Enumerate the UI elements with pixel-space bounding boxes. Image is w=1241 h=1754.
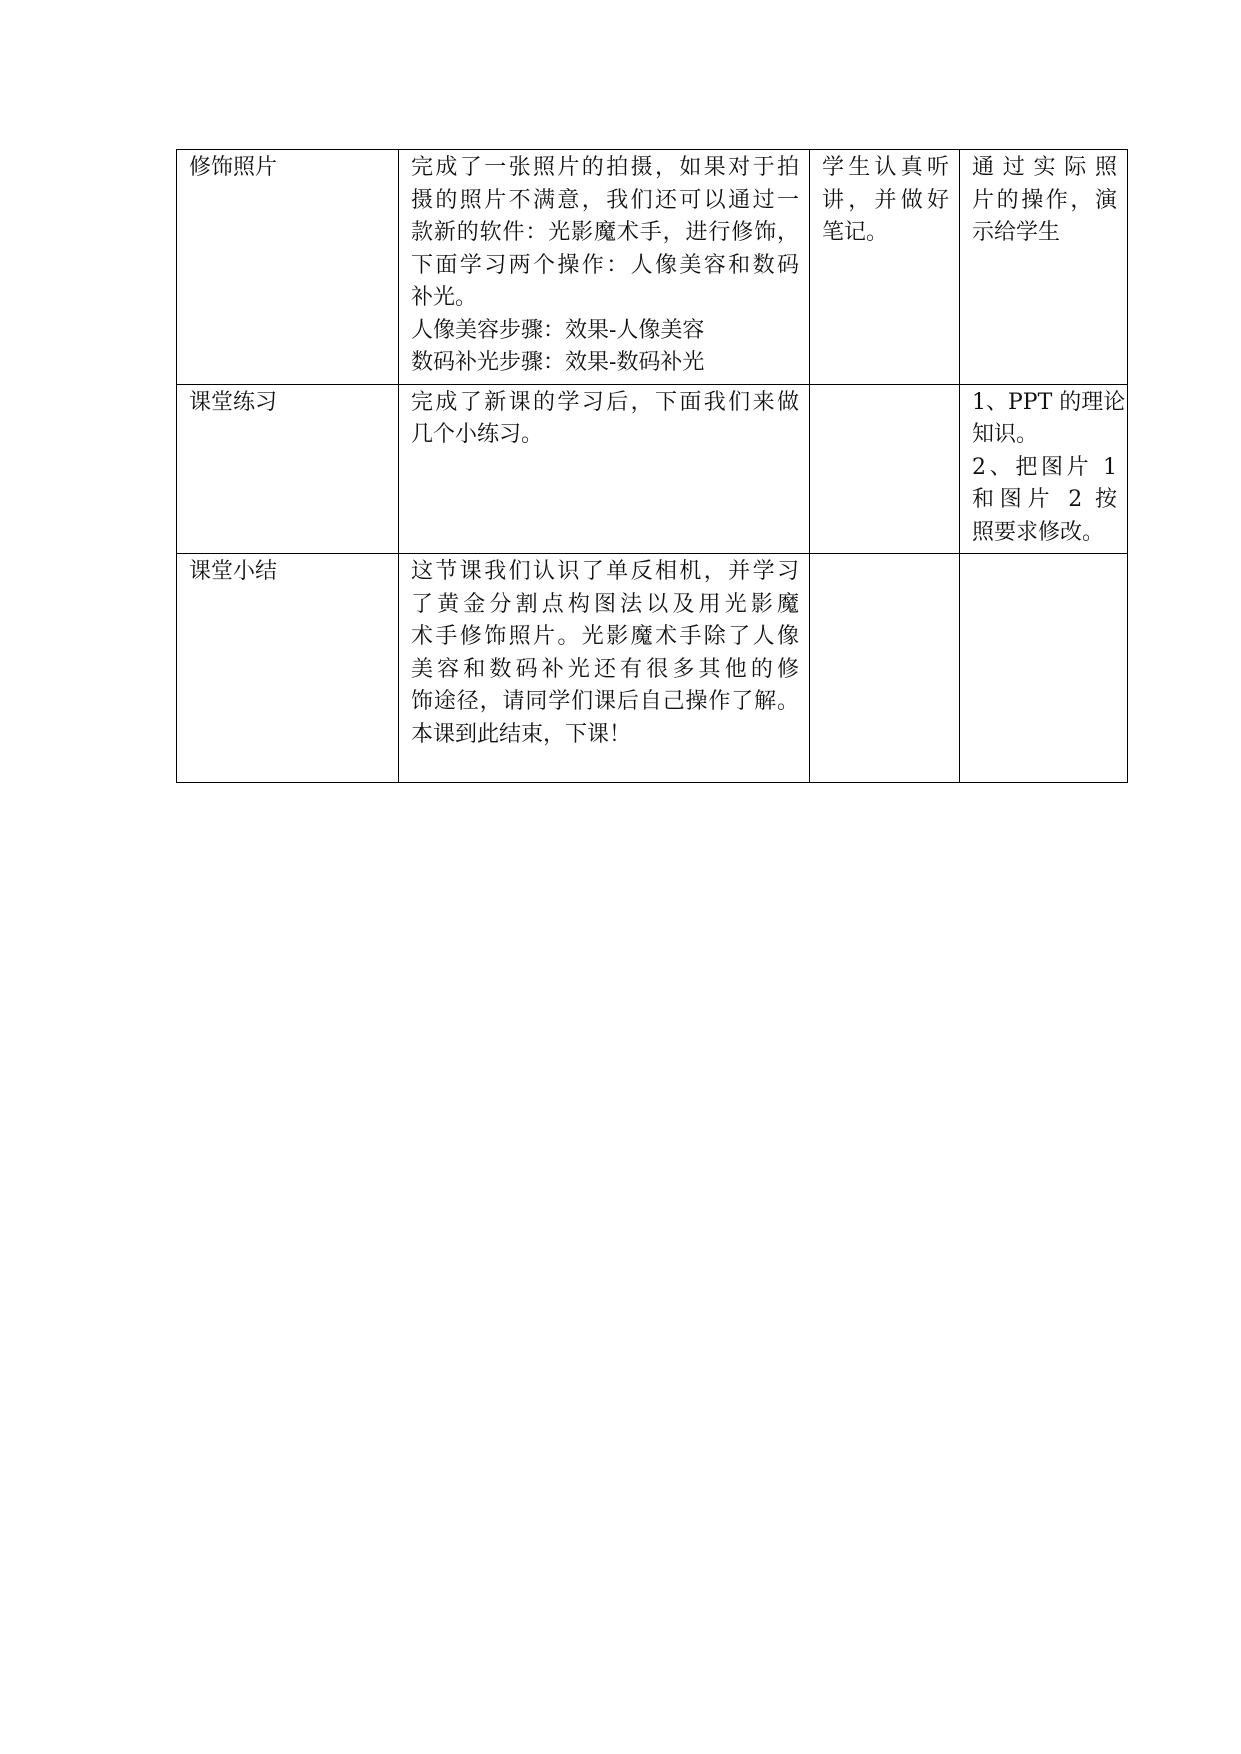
stage-cell (177, 150, 399, 385)
content-cell (399, 554, 810, 783)
stage-label: 课堂小结 (189, 559, 278, 584)
student-line: 笔记。 (822, 220, 889, 245)
table-row (177, 150, 1128, 385)
content-line: 人像美容步骤：效果-人像美容 (411, 317, 705, 343)
content-line: 完成了一张照片的拍摄，如果对于拍 (411, 155, 799, 180)
stage-cell (177, 384, 399, 554)
content-line: 了黄金分割点构图法以及用光影魔 (411, 591, 799, 617)
intent-line: 和图片 2 按 (972, 487, 1117, 512)
content-line: 美容和数码补光还有很多其他的修 (411, 656, 799, 682)
content-line: 完成了新课的学习后，下面我们来做 (411, 389, 799, 415)
content-line: 数码补光步骤：效果-数码补光 (411, 350, 705, 375)
student-activity-cell (810, 150, 960, 385)
content-line: 补光。 (411, 285, 478, 310)
content-line: 摄的照片不满意，我们还可以通过一 (411, 187, 799, 213)
intent-line: 知识。 (972, 422, 1039, 447)
student-line: 讲，并做好 (822, 187, 949, 213)
table-row (177, 554, 1128, 783)
intent-line: 1、PPT 的理论 (972, 389, 1126, 415)
content-cell (399, 150, 810, 385)
content-cell (399, 384, 810, 554)
table-row (177, 384, 1128, 554)
design-intent-cell (960, 554, 1128, 783)
intent-line: 2、把图片 1 (972, 454, 1117, 480)
content-line: 这节课我们认识了单反相机，并学习 (411, 559, 799, 584)
design-intent-cell (960, 150, 1128, 385)
stage-label: 课堂练习 (189, 389, 278, 415)
lesson-plan-table (176, 149, 1128, 783)
student-activity-cell (810, 384, 960, 554)
student-line: 学生认真听 (822, 155, 949, 180)
content-line: 下面学习两个操作：人像美容和数码 (411, 252, 799, 278)
content-line: 本课到此结束，下课！ (411, 721, 632, 747)
intent-line: 通过实际照 (972, 155, 1117, 180)
content-line: 术手修饰照片。光影魔术手除了人像 (411, 624, 799, 649)
content-line: 几个小练习。 (411, 422, 544, 447)
design-intent-cell (960, 384, 1128, 554)
stage-cell (177, 554, 399, 783)
student-activity-cell (810, 554, 960, 783)
stage-label: 修饰照片 (189, 155, 278, 180)
content-line: 饰途径，请同学们课后自己操作了解。 (411, 689, 799, 714)
intent-line: 照要求修改。 (972, 519, 1105, 545)
intent-line: 示给学生 (972, 220, 1061, 245)
intent-line: 片的操作，演 (972, 187, 1117, 213)
content-line: 款新的软件：光影魔术手，进行修饰， (411, 220, 799, 245)
